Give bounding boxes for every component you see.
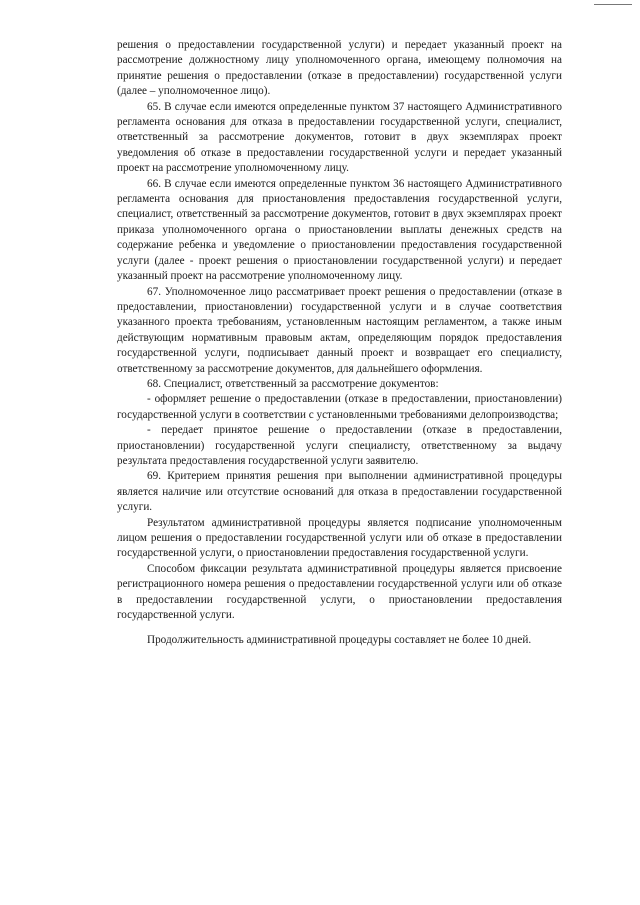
paragraph-continuation: решения о предоставлении государственной услуги) и передает указанный проект на рассмотрение должностному лицу уполномоченного органа, имеющему полномочия на принятие решения о предоставлении (отказе в предоставлении) государственной услуги (далее – уполномоченное лицо). [117, 39, 562, 98]
scan-corner-mark [594, 4, 632, 5]
paragraph-65: 65. В случае если имеются определенные пунктом 37 настоящего Административного регламента основания для отказа в предоставлении государственной услуги, специалист, ответственный за рассмотрение документов, готовит в двух экземплярах проект уведомления об отказе в предоставлении государственной услуги и передает указанный проект на рассмотрение уполномоченному лицу. [117, 100, 562, 175]
list-item-transfer: - передает принятое решение о предоставлении (отказе в предоставлении, приостановлении) государственной услуги специалисту, ответственному за выдачу результата предоставления государственной услуги заявителю. [117, 424, 562, 467]
paragraph-68: 68. Специалист, ответственный за рассмотрение документов: [147, 377, 439, 390]
list-item-formalize: - оформляет решение о предоставлении (отказе в предоставлении, приостановлении) государственной услуги в соответствии с установленными требованиями делопроизводства; [117, 393, 562, 421]
paragraph-69: 69. Критерием принятия решения при выполнении административной процедуры является наличие или отсутствие оснований для отказа в предоставлении государственной услуги. [117, 470, 562, 514]
paragraph-gap [117, 623, 562, 633]
paragraph-fixation: Способом фиксации результата административной процедуры является присвоение регистрационного номера решения о предоставлении государственной услуги или об отказе в предоставлении государственной услуги, о приостановлении предоставления государственной услуги. [117, 562, 562, 622]
document-body [117, 38, 562, 649]
paragraph-duration: Продолжительность административной процедуры составляет не более 10 дней. [147, 634, 532, 647]
paragraph-67: 67. Уполномоченное лицо рассматривает проект решения о предоставлении (отказе в предоставлении, приостановлении) государственной услуги и в случае соответствия указанного проекта требованиям, установленным настоящим регламентом, а также иным действующим нормативным правовым актам, определяющим порядок предоставления государственной услуги, подписывает данный проект и возвращает его специалисту, ответственному за рассмотрение документов, для дальнейшего оформления. [117, 285, 562, 375]
paragraph-result: Результатом административной процедуры является подписание уполномоченным лицом решения о предоставлении государственной услуги или об отказе в предоставлении государственной услуги, о приостановлении предоставления государственной услуги. [117, 516, 562, 560]
paragraph-66: 66. В случае если имеются определенные пунктом 36 настоящего Административного регламента основания для приостановления предоставления государственной услуги, специалист, ответственный за рассмотрение документов, готовит в двух экземплярах проект приказа уполномоченного органа о приостановлении выплаты денежных средств на содержание ребенка и уведомление о приостановлении предоставления государственной услуги (далее - проект решения о приостановлении государственной услуги) и передает указанный проект на рассмотрение уполномоченному лицу. [117, 177, 562, 283]
